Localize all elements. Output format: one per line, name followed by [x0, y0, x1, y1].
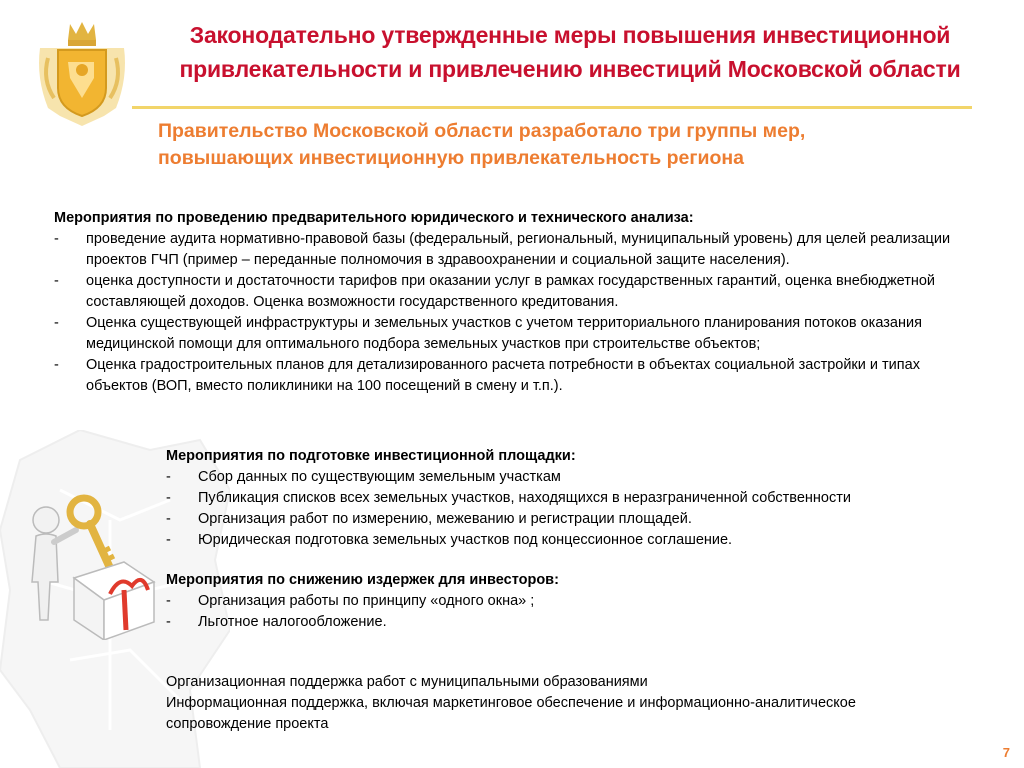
list-item-text: Оценка существующей инфраструктуры и земельных участков с учетом территориального планирования потоков оказания медицинской помощи для оптимального подбора земельных участков при строительстве объектов;	[86, 315, 922, 352]
subtitle-line-2: повышающих инвестиционную привлекательность региона	[158, 147, 744, 169]
slide-subtitle	[158, 118, 978, 172]
list-item-text: Юридическая подготовка земельных участков под концессионное соглашение.	[198, 532, 733, 548]
dash-marker: -	[54, 357, 59, 373]
dash-marker: -	[166, 511, 171, 527]
list-item	[54, 271, 984, 313]
list-item-text: проведение аудита нормативно-правовой базы (федеральный, региональный, муниципальный уровень) для целей реализации проектов ГЧП (пример – переданные полномочия в здравоохранении и социальной защите населения).	[86, 231, 951, 268]
dash-marker: -	[54, 315, 59, 331]
list-item	[166, 488, 986, 509]
dash-marker: -	[166, 490, 171, 506]
bullet-list	[54, 229, 984, 397]
dash-marker: -	[54, 231, 59, 247]
list-item-text: Оценка градостроительных планов для детализированного расчета потребности в объектах социальной застройки и типах объектов (ВОП, вместо поликлиники на 100 посещений в смену и т.п.).	[86, 357, 920, 394]
list-item-text: Организация работ по измерению, межеванию и регистрации площадей.	[198, 511, 692, 527]
cost-reduction-section	[166, 570, 986, 633]
list-item	[166, 509, 986, 530]
list-item-text: оценка доступности и достаточности тарифов при оказании услуг в рамках государственных гарантий, оценка внебюджетной составляющей доходов. Оценка возможности государственного кредитования.	[86, 273, 936, 310]
support-line-2: Информационная поддержка, включая маркетинговое обеспечение и информационно-аналитическое	[166, 695, 856, 711]
bullet-list	[166, 467, 986, 551]
list-item	[166, 612, 986, 633]
list-item	[54, 229, 984, 271]
bullet-list	[166, 591, 986, 633]
slide-title	[150, 18, 990, 86]
section-heading: Мероприятия по проведению предварительного юридического и технического анализа:	[54, 210, 694, 226]
list-item-text: Публикация списков всех земельных участков, находящихся в неразграниченной собственности	[198, 490, 851, 506]
list-item-text: Организация работы по принципу «одного окна» ;	[198, 593, 535, 609]
list-item	[166, 591, 986, 612]
list-item-text: Сбор данных по существующим земельным участкам	[198, 469, 561, 485]
subtitle-line-1: Правительство Московской области разработало три группы мер,	[158, 120, 806, 142]
legal-analysis-section	[54, 208, 984, 397]
person-with-key-illustration	[14, 490, 164, 640]
support-notes	[166, 672, 996, 735]
page-number: 7	[1002, 745, 1010, 760]
dash-marker: -	[166, 593, 171, 609]
support-line-1: Организационная поддержка работ с муниципальными образованиями	[166, 674, 648, 690]
dash-marker: -	[166, 532, 171, 548]
support-line-3: сопровождение проекта	[166, 716, 329, 732]
dash-marker: -	[54, 273, 59, 289]
section-heading: Мероприятия по снижению издержек для инвесторов:	[166, 572, 559, 588]
coat-of-arms-logo	[34, 18, 130, 130]
section-heading: Мероприятия по подготовке инвестиционной площадки:	[166, 448, 576, 464]
dash-marker: -	[166, 614, 171, 630]
dash-marker: -	[166, 469, 171, 485]
list-item	[54, 355, 984, 397]
list-item	[54, 313, 984, 355]
list-item	[166, 467, 986, 488]
title-divider	[132, 106, 972, 109]
title-line-2: привлекательности и привлечению инвестиций Московской области	[179, 56, 961, 82]
list-item	[166, 530, 986, 551]
site-preparation-section	[166, 446, 986, 551]
list-item-text: Льготное налогообложение.	[198, 614, 387, 630]
title-line-1: Законодательно утвержденные меры повышения инвестиционной	[189, 22, 951, 48]
